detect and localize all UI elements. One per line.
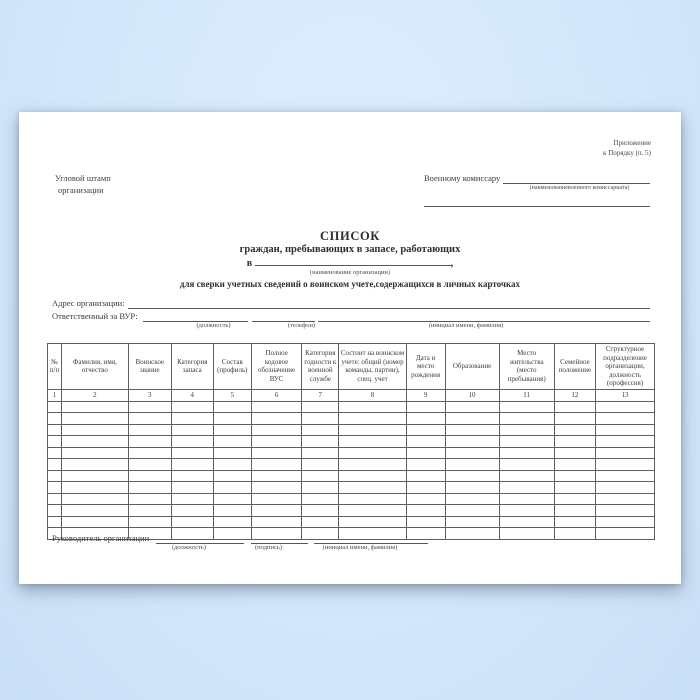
signature-name-hint: (инициал имени, фамилия) (322, 544, 398, 551)
empty-cell (499, 470, 554, 482)
empty-cell (48, 447, 62, 459)
empty-cell (171, 447, 213, 459)
empty-cell (213, 482, 251, 494)
empty-cell (596, 447, 655, 459)
commissar-second-blank (424, 206, 650, 207)
table-row (48, 516, 655, 528)
empty-cell (406, 413, 445, 425)
comma: , (450, 258, 454, 269)
signature-sign-blank (251, 534, 308, 544)
org-name-hint: (наименование организации) (309, 269, 391, 276)
corner-stamp-placeholder (55, 172, 111, 196)
column-header: Полное кодовое обозначение ВУС (251, 344, 301, 390)
empty-cell (251, 470, 301, 482)
empty-cell (445, 459, 499, 471)
table-header-row (48, 344, 655, 390)
empty-cell (596, 528, 655, 540)
commissar-name-blank (503, 173, 650, 184)
empty-cell (61, 401, 128, 413)
empty-cell (171, 459, 213, 471)
empty-cell (128, 459, 171, 471)
empty-cell (251, 516, 301, 528)
empty-cell (128, 447, 171, 459)
empty-cell (128, 516, 171, 528)
empty-cell (554, 470, 595, 482)
empty-cell (339, 516, 406, 528)
org-name-blank (255, 256, 451, 266)
signature-sign-hint: (подпись) (255, 544, 282, 551)
empty-cell (61, 470, 128, 482)
empty-cell (128, 470, 171, 482)
empty-cell (554, 493, 595, 505)
empty-cell (128, 413, 171, 425)
table-row (48, 459, 655, 471)
empty-cell (302, 470, 339, 482)
column-header: Категория годности к военной службе (302, 344, 339, 390)
empty-cell (61, 493, 128, 505)
empty-cell (596, 470, 655, 482)
empty-cell (339, 424, 406, 436)
empty-cell (171, 424, 213, 436)
table-row (48, 493, 655, 505)
table-row (48, 436, 655, 448)
empty-cell (445, 424, 499, 436)
column-header: Фамилия, имя, отчество (61, 344, 128, 390)
empty-cell (48, 436, 62, 448)
empty-cell (61, 424, 128, 436)
empty-cell (128, 505, 171, 517)
empty-cell (554, 459, 595, 471)
address-label: Адрес организации: (52, 298, 125, 308)
empty-cell (61, 447, 128, 459)
column-header: Место жительства (место пребывания) (499, 344, 554, 390)
empty-cell (171, 493, 213, 505)
empty-cell (213, 516, 251, 528)
empty-cell (61, 436, 128, 448)
column-number-cell: 7 (302, 389, 339, 401)
empty-cell (406, 424, 445, 436)
empty-cell (128, 482, 171, 494)
appendix-note-line1: Приложение (613, 139, 651, 147)
empty-cell (251, 459, 301, 471)
empty-cell (61, 413, 128, 425)
empty-cell (554, 413, 595, 425)
empty-cell (48, 505, 62, 517)
empty-cell (596, 424, 655, 436)
empty-cell (213, 401, 251, 413)
empty-cell (406, 459, 445, 471)
table-row (48, 447, 655, 459)
empty-cell (302, 401, 339, 413)
column-number-cell: 3 (128, 389, 171, 401)
address-field (52, 298, 650, 309)
empty-cell (596, 401, 655, 413)
column-number-cell: 13 (596, 389, 655, 401)
appendix-note-line2: к Порядку (п. 5) (603, 148, 651, 157)
form-title-block (19, 230, 681, 290)
table-row (48, 482, 655, 494)
empty-cell (406, 493, 445, 505)
empty-cell (302, 447, 339, 459)
empty-cell (596, 413, 655, 425)
empty-cell (61, 459, 128, 471)
empty-cell (213, 459, 251, 471)
column-number-cell: 8 (339, 389, 406, 401)
empty-cell (339, 447, 406, 459)
stamp-line1: Угловой штамп (55, 173, 111, 183)
empty-cell (596, 505, 655, 517)
empty-cell (406, 482, 445, 494)
empty-cell (213, 505, 251, 517)
empty-cell (445, 436, 499, 448)
signature-field (52, 533, 482, 544)
empty-cell (499, 447, 554, 459)
column-number-cell: 1 (48, 389, 62, 401)
form-purpose: для сверки учетных сведений о воинском учете,содержащихся в личных карточках (179, 279, 521, 289)
empty-cell (596, 459, 655, 471)
empty-cell (339, 482, 406, 494)
column-header: № п/п (48, 344, 62, 390)
responsible-position-blank (143, 312, 248, 322)
column-number-cell: 2 (61, 389, 128, 401)
empty-cell (339, 470, 406, 482)
responsible-position-hint: (должность) (196, 322, 231, 329)
empty-cell (554, 482, 595, 494)
appendix-note (603, 139, 651, 158)
empty-cell (499, 436, 554, 448)
responsible-field (52, 311, 650, 322)
column-number-cell: 6 (251, 389, 301, 401)
empty-cell (499, 424, 554, 436)
commissar-field (424, 173, 650, 219)
empty-cell (499, 413, 554, 425)
column-number-cell: 12 (554, 389, 595, 401)
empty-cell (251, 413, 301, 425)
empty-cell (128, 493, 171, 505)
empty-cell (499, 516, 554, 528)
empty-cell (251, 493, 301, 505)
empty-cell (596, 482, 655, 494)
empty-cell (596, 516, 655, 528)
empty-cell (554, 447, 595, 459)
empty-cell (445, 470, 499, 482)
address-blank (128, 299, 650, 309)
empty-cell (445, 505, 499, 517)
empty-cell (251, 401, 301, 413)
column-header: Категория запаса (171, 344, 213, 390)
empty-cell (445, 516, 499, 528)
empty-cell (339, 401, 406, 413)
column-header: Дата и место рождения (406, 344, 445, 390)
empty-cell (339, 436, 406, 448)
empty-cell (61, 505, 128, 517)
empty-cell (171, 436, 213, 448)
empty-cell (128, 436, 171, 448)
empty-cell (171, 413, 213, 425)
empty-cell (48, 493, 62, 505)
empty-cell (499, 505, 554, 517)
table-row (48, 401, 655, 413)
empty-cell (596, 436, 655, 448)
column-header: Состоит на воинском учете: общий (номер команды, партии), спец. учет (339, 344, 406, 390)
empty-cell (554, 436, 595, 448)
empty-cell (445, 482, 499, 494)
empty-cell (406, 401, 445, 413)
empty-cell (499, 493, 554, 505)
empty-cell (251, 424, 301, 436)
signature-position-blank (156, 534, 244, 544)
column-header: Состав (профиль) (213, 344, 251, 390)
empty-cell (171, 401, 213, 413)
empty-cell (445, 493, 499, 505)
empty-cell (554, 401, 595, 413)
column-number-cell: 9 (406, 389, 445, 401)
empty-cell (339, 413, 406, 425)
empty-cell (251, 436, 301, 448)
empty-cell (171, 470, 213, 482)
empty-cell (302, 413, 339, 425)
empty-cell (171, 516, 213, 528)
empty-cell (499, 401, 554, 413)
empty-cell (499, 528, 554, 540)
in-prefix: в (246, 258, 253, 269)
empty-cell (302, 482, 339, 494)
column-header: Семейное положение (554, 344, 595, 390)
empty-cell (445, 447, 499, 459)
empty-cell (171, 505, 213, 517)
column-number-cell: 10 (445, 389, 499, 401)
empty-cell (406, 436, 445, 448)
empty-cell (48, 470, 62, 482)
empty-cell (445, 401, 499, 413)
empty-cell (213, 447, 251, 459)
empty-cell (302, 505, 339, 517)
empty-cell (406, 470, 445, 482)
responsible-name-blank (318, 312, 650, 322)
empty-cell (302, 424, 339, 436)
empty-cell (302, 459, 339, 471)
empty-cell (213, 413, 251, 425)
empty-cell (48, 516, 62, 528)
empty-cell (128, 424, 171, 436)
table-row (48, 413, 655, 425)
commissar-label: Военному комиссару (424, 173, 501, 183)
form-subtitle: граждан, пребывающих в запасе, работающих (239, 244, 461, 255)
responsible-phone-blank (252, 312, 315, 322)
empty-cell (61, 516, 128, 528)
stamp-line2: организации (58, 185, 104, 195)
empty-cell (554, 424, 595, 436)
empty-cell (48, 424, 62, 436)
responsible-label: Ответственный за ВУР: (52, 311, 138, 321)
empty-cell (406, 447, 445, 459)
column-number-cell: 4 (171, 389, 213, 401)
empty-cell (128, 401, 171, 413)
empty-cell (339, 505, 406, 517)
empty-cell (406, 516, 445, 528)
empty-cell (171, 482, 213, 494)
empty-cell (48, 401, 62, 413)
table-row (48, 470, 655, 482)
empty-cell (596, 493, 655, 505)
empty-cell (302, 493, 339, 505)
signature-position-hint: (должность) (171, 544, 207, 551)
table-row (48, 505, 655, 517)
empty-cell (445, 413, 499, 425)
column-number-cell: 5 (213, 389, 251, 401)
empty-cell (48, 459, 62, 471)
table-row (48, 424, 655, 436)
empty-cell (251, 505, 301, 517)
responsible-name-hint: (инициал имени, фамилия) (428, 322, 504, 329)
empty-cell (302, 436, 339, 448)
empty-cell (251, 447, 301, 459)
empty-cell (339, 493, 406, 505)
column-number-cell: 11 (499, 389, 554, 401)
form-sheet (19, 112, 681, 584)
empty-cell (554, 528, 595, 540)
column-number-row (48, 389, 655, 401)
empty-cell (302, 516, 339, 528)
commissar-hint: (наименованиевоенного комиссариата) (529, 185, 630, 191)
signature-label: Руководитель организации (52, 533, 150, 543)
empty-cell (213, 436, 251, 448)
empty-cell (48, 413, 62, 425)
column-header: Структурное подразделение организации, должность (профессия) (596, 344, 655, 390)
empty-cell (499, 482, 554, 494)
signature-name-blank (314, 534, 428, 544)
empty-cell (61, 482, 128, 494)
column-header: Образование (445, 344, 499, 390)
empty-cell (48, 482, 62, 494)
empty-cell (554, 505, 595, 517)
empty-cell (499, 459, 554, 471)
empty-cell (213, 470, 251, 482)
column-header: Воинское звание (128, 344, 171, 390)
empty-cell (554, 516, 595, 528)
roster-table (47, 343, 655, 540)
empty-cell (251, 482, 301, 494)
responsible-phone-hint: (телефон) (287, 322, 316, 329)
empty-cell (213, 493, 251, 505)
empty-cell (406, 505, 445, 517)
empty-cell (213, 424, 251, 436)
empty-cell (339, 459, 406, 471)
form-title: СПИСОК (320, 229, 380, 243)
org-name-line (19, 256, 681, 269)
